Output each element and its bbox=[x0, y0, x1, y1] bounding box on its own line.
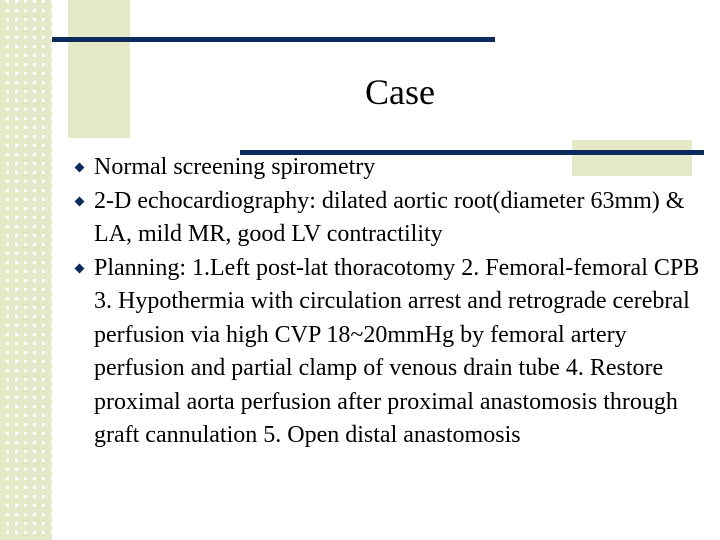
decorative-stripe bbox=[0, 0, 52, 540]
bullet-text: Normal screening spirometry bbox=[94, 154, 376, 180]
slide-title: Case bbox=[365, 72, 435, 112]
bullet-item bbox=[74, 151, 704, 185]
diamond-bullet-icon bbox=[75, 263, 85, 273]
bullet-list bbox=[74, 151, 704, 453]
bullet-item bbox=[74, 185, 704, 252]
bullet-text: Planning: 1.Left post-lat thoracotomy 2. Femoral-femoral CPB 3. Hypothermia with circulation arrest and retrograde cerebral perfusion via high CVP 18~20mmHg by femoral artery perfusion and partial clamp of venous drain tube 4. Restore proximal aorta perfusion after proximal anastomosis through graft cannulation 5. Open distal anastomosis bbox=[94, 254, 700, 448]
bullet-text: 2-D echocardiography: dilated aortic root(diameter 63mm) & LA, mild MR, good LV contractility bbox=[94, 187, 685, 247]
diamond-bullet-icon bbox=[75, 196, 85, 206]
bullet-item bbox=[74, 252, 704, 453]
decorative-block-left bbox=[68, 0, 130, 138]
title-rule-top bbox=[52, 37, 495, 42]
diamond-bullet-icon bbox=[75, 163, 85, 173]
